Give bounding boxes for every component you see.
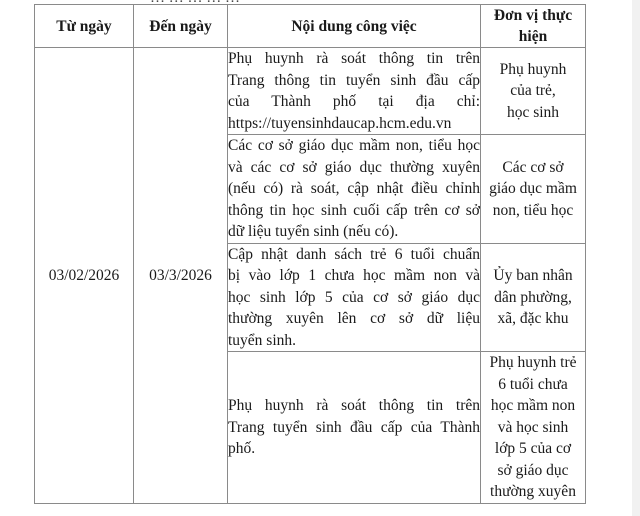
- unit-line: 6 tuổi chưa: [498, 375, 568, 393]
- content-line: tuyển sinh.: [228, 331, 297, 349]
- header-unit: [481, 5, 586, 48]
- header-from-date: Từ ngày: [35, 5, 134, 48]
- unit-cell: [481, 135, 586, 244]
- unit-line: Phụ huynh: [499, 60, 567, 78]
- content-line: bị vào lớp 1 chưa học mầm non và: [228, 267, 480, 284]
- header-to-date: Đến ngày: [134, 5, 228, 48]
- content-cell: [228, 243, 481, 352]
- content-line: Cập nhật danh sách trẻ 6 tuổi chuẩn: [228, 245, 480, 263]
- unit-line: học mầm non: [490, 397, 576, 414]
- content-line: thường xuyên lên cơ sở dữ liệu: [228, 310, 480, 327]
- table-header-row: [35, 5, 586, 48]
- content-line: học sinh lớp 5 của cơ sở giáo dục: [228, 288, 480, 306]
- unit-line: xã, đặc khu: [497, 310, 569, 327]
- unit-cell: [481, 352, 586, 504]
- content-line: dữ liệu tuyển sinh (nếu có).: [228, 223, 399, 240]
- content-line: Các cơ sở giáo dục mầm non, tiểu học: [228, 137, 480, 154]
- table-row: [35, 48, 586, 135]
- unit-line: học sinh: [506, 103, 560, 121]
- content-line: Phụ huynh rà soát thông tin trên: [228, 397, 480, 414]
- unit-line: giáo dục mầm: [489, 180, 577, 197]
- content-line: Trang thông tin tuyển sinh đầu cấp: [228, 71, 480, 89]
- unit-line: thường xuyên: [490, 483, 576, 500]
- content-line: và các cơ sở giáo dục thường xuyên: [228, 158, 480, 176]
- schedule-table: [34, 4, 586, 504]
- content-line: phố.: [228, 440, 256, 457]
- page-edge-shadow: [632, 0, 640, 516]
- clipped-heading-text: [150, 0, 240, 2]
- header-unit-line-1: Đơn vị thực: [493, 7, 573, 24]
- unit-line: Các cơ sở: [502, 158, 564, 176]
- content-line: (nếu có) rà soát, cập nhật điều chỉnh: [228, 180, 480, 197]
- content-cell: [228, 352, 481, 504]
- unit-line: non, tiểu học: [492, 201, 574, 219]
- from-date-cell: 03/02/2026: [35, 48, 134, 504]
- header-unit-line-2: hiện: [518, 28, 548, 45]
- unit-line: Phụ huynh trẻ: [489, 354, 577, 371]
- content-line: Phụ huynh rà soát thông tin trên: [228, 50, 480, 67]
- unit-cell: [481, 48, 586, 135]
- unit-line: Ủy ban nhân: [493, 267, 573, 284]
- unit-line: của trẻ,: [510, 82, 556, 100]
- content-line-url: https://tuyensinhdaucap.hcm.edu.vn: [228, 114, 452, 132]
- unit-cell: [481, 243, 586, 352]
- unit-line: sở giáo dục: [497, 461, 569, 479]
- content-line: của Thành phố tại địa chỉ:: [228, 93, 480, 110]
- header-content: Nội dung công việc: [228, 5, 481, 48]
- content-cell: [228, 48, 481, 135]
- unit-line: và học sinh: [497, 418, 569, 436]
- content-line: thông tin học sinh cuối cấp trên cơ sở: [228, 201, 480, 219]
- content-cell: [228, 135, 481, 244]
- content-line: Trang tuyển sinh đầu cấp của Thành: [228, 418, 480, 436]
- unit-line: lớp 5 của cơ: [494, 440, 572, 457]
- unit-line: dân phường,: [494, 288, 572, 306]
- to-date-cell: 03/3/2026: [134, 48, 228, 504]
